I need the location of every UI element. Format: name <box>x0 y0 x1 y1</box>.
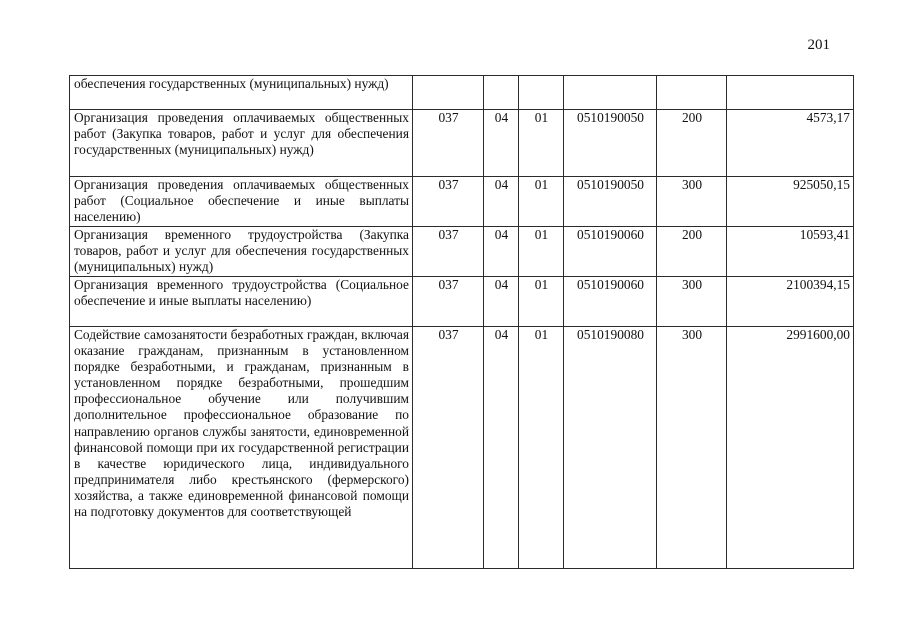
subsection-cell: 01 <box>519 110 564 177</box>
section-cell: 04 <box>484 177 519 227</box>
grbs-cell: 037 <box>413 227 484 277</box>
subsection-cell <box>519 76 564 110</box>
subsection-cell: 01 <box>519 277 564 327</box>
row-name-cell: Организация временного трудоустройства (Закупка товаров, работ и услуг для обеспечения государственных (муниципальных) нужд) <box>70 227 413 277</box>
grbs-cell: 037 <box>413 327 484 569</box>
row-name-cell: обеспечения государственных (муниципальных) нужд) <box>70 76 413 110</box>
table-row <box>70 110 854 177</box>
expense-type-cell: 200 <box>657 110 727 177</box>
subsection-cell: 01 <box>519 177 564 227</box>
table-row <box>70 227 854 277</box>
table-row <box>70 327 854 569</box>
target-article-cell: 0510190080 <box>564 327 657 569</box>
amount-cell: 2100394,15 <box>727 277 854 327</box>
subsection-cell: 01 <box>519 227 564 277</box>
section-cell: 04 <box>484 227 519 277</box>
section-cell: 04 <box>484 110 519 177</box>
target-article-cell: 0510190050 <box>564 110 657 177</box>
amount-cell: 10593,41 <box>727 227 854 277</box>
target-article-cell: 0510190060 <box>564 277 657 327</box>
grbs-cell <box>413 76 484 110</box>
section-cell: 04 <box>484 327 519 569</box>
page-number: 201 <box>807 37 830 53</box>
table-row <box>70 277 854 327</box>
target-article-cell: 0510190050 <box>564 177 657 227</box>
amount-cell: 2991600,00 <box>727 327 854 569</box>
expense-type-cell: 300 <box>657 327 727 569</box>
table-row <box>70 76 854 110</box>
section-cell: 04 <box>484 277 519 327</box>
expense-type-cell: 200 <box>657 227 727 277</box>
expense-type-cell <box>657 76 727 110</box>
table-row <box>70 177 854 227</box>
row-name-cell: Организация временного трудоустройства (Социальное обеспечение и иные выплаты населению) <box>70 277 413 327</box>
row-name-cell: Организация проведения оплачиваемых общественных работ (Социальное обеспечение и иные выплаты населению) <box>70 177 413 227</box>
budget-table <box>69 75 854 569</box>
amount-cell: 4573,17 <box>727 110 854 177</box>
section-cell <box>484 76 519 110</box>
amount-cell <box>727 76 854 110</box>
grbs-cell: 037 <box>413 277 484 327</box>
expense-type-cell: 300 <box>657 177 727 227</box>
row-name-cell: Содействие самозанятости безработных граждан, включая оказание гражданам, признанным в установленном порядке безработными, и гражданам, признанным в установленном порядке безработными, прошедшим профессиональное обучение или получившим дополнительное профессиональное образование по направлению органов службы занятости, единовременной финансовой помощи при их государственной регистрации в качестве юридического лица, индивидуального предпринимателя либо крестьянского (фермерского) хозяйства, а также единовременной финансовой помощи на подготовку документов для соответствующей <box>70 327 413 569</box>
grbs-cell: 037 <box>413 110 484 177</box>
amount-cell: 925050,15 <box>727 177 854 227</box>
target-article-cell <box>564 76 657 110</box>
target-article-cell: 0510190060 <box>564 227 657 277</box>
grbs-cell: 037 <box>413 177 484 227</box>
row-name-cell: Организация проведения оплачиваемых общественных работ (Закупка товаров, работ и услуг для обеспечения государственных (муниципальных) нужд) <box>70 110 413 177</box>
expense-type-cell: 300 <box>657 277 727 327</box>
subsection-cell: 01 <box>519 327 564 569</box>
